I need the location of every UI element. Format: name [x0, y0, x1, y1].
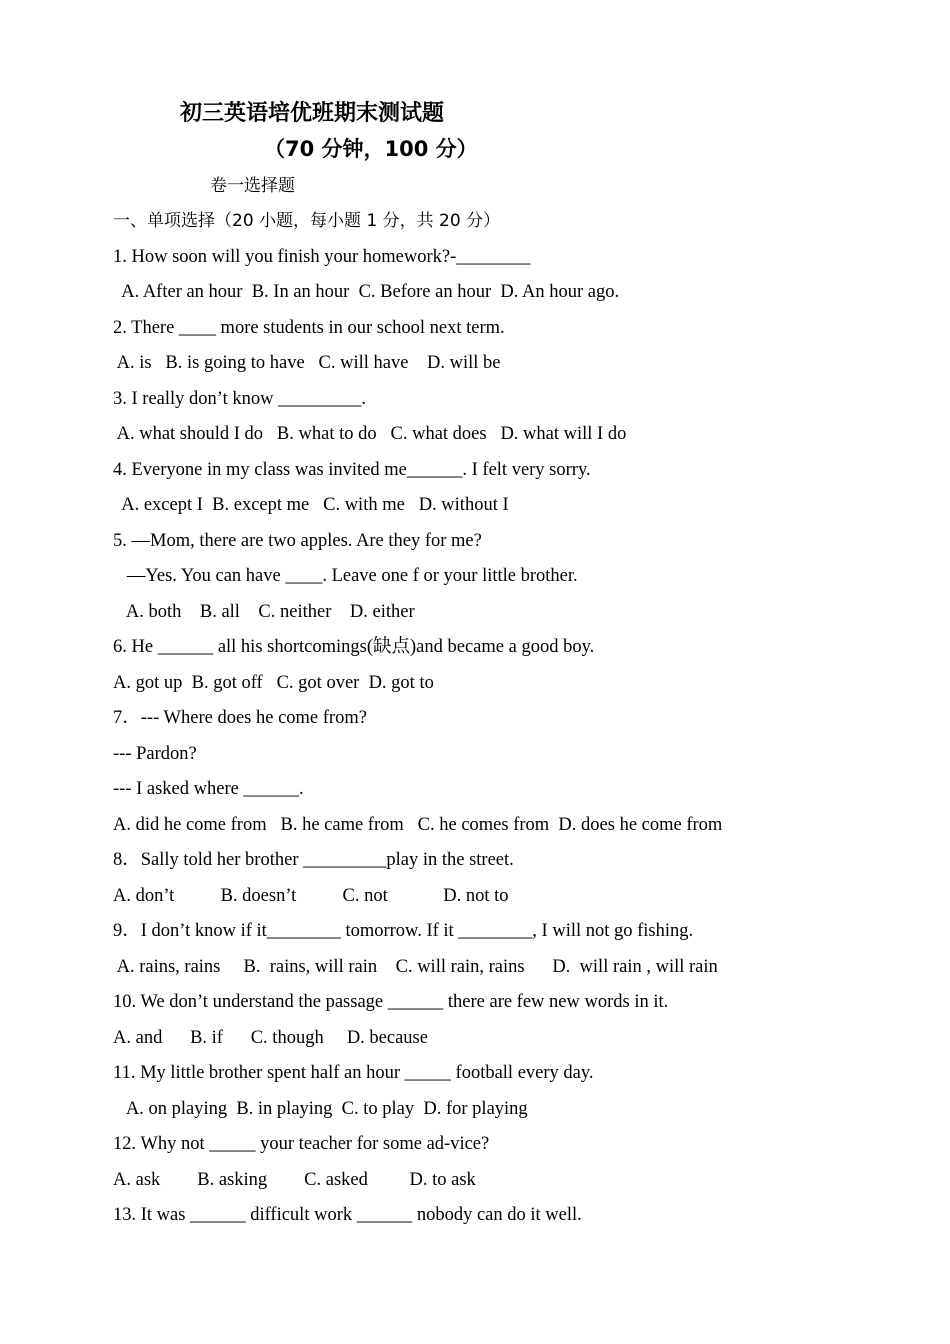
question-line: 11. My little brother spent half an hour _____ football every day.: [113, 1063, 594, 1083]
options-line: A. what should I do B. what to do C. what does D. what will I do: [113, 424, 627, 444]
question-line: 8．Sally told her brother _________play in the street.: [113, 850, 514, 870]
options-line: A. ask B. asking C. asked D. to ask: [113, 1170, 476, 1190]
options-line: A. did he come from B. he came from C. he comes from D. does he come from: [113, 815, 723, 835]
question-line: 9．I don’t know if it________ tomorrow. If it ________, I will not go fishing.: [113, 921, 694, 941]
options-line: A. and B. if C. though D. because: [113, 1028, 428, 1048]
question-line: --- I asked where ______.: [113, 779, 304, 799]
options-line: A. is B. is going to have C. will have D. will be: [113, 353, 501, 373]
options-line: A. both B. all C. neither D. either: [113, 602, 415, 622]
exam-subtitle: （70 分钟，100 分）: [264, 137, 478, 161]
question-line: 4. Everyone in my class was invited me______. I felt very sorry.: [113, 460, 591, 480]
volume-heading: 卷一选择题: [210, 176, 295, 196]
section-heading: 一、单项选择（20 小题，每小题 1 分，共 20 分）: [113, 211, 501, 231]
question-line: --- Pardon?: [113, 744, 197, 764]
question-line: —Yes. You can have ____. Leave one f or your little brother.: [113, 566, 578, 586]
question-line: 2. There ____ more students in our school next term.: [113, 318, 505, 338]
exam-title: 初三英语培优班期末测试题: [180, 101, 445, 126]
options-line: A. except I B. except me C. with me D. without I: [113, 495, 509, 515]
question-line: 10. We don’t understand the passage ______ there are few new words in it.: [113, 992, 669, 1012]
options-line: A. got up B. got off C. got over D. got to: [113, 673, 434, 693]
question-line: 3. I really don’t know _________.: [113, 389, 366, 409]
options-line: A. don’t B. doesn’t C. not D. not to: [113, 886, 509, 906]
options-line: A. on playing B. in playing C. to play D. for playing: [113, 1099, 528, 1119]
options-line: A. After an hour B. In an hour C. Before an hour D. An hour ago.: [113, 282, 620, 302]
question-line: 7．--- Where does he come from?: [113, 708, 367, 728]
question-line: 13. It was ______ difficult work ______ nobody can do it well.: [113, 1205, 582, 1225]
question-line: 12. Why not _____ your teacher for some ad-vice?: [113, 1134, 490, 1154]
options-line: A. rains, rains B. rains, will rain C. will rain, rains D. will rain , will rain: [113, 957, 718, 977]
question-line: 6. He ______ all his shortcomings(缺点)and became a good boy.: [113, 637, 595, 657]
question-line: 5. —Mom, there are two apples. Are they for me?: [113, 531, 482, 551]
question-line: 1. How soon will you finish your homework?-________: [113, 247, 531, 267]
